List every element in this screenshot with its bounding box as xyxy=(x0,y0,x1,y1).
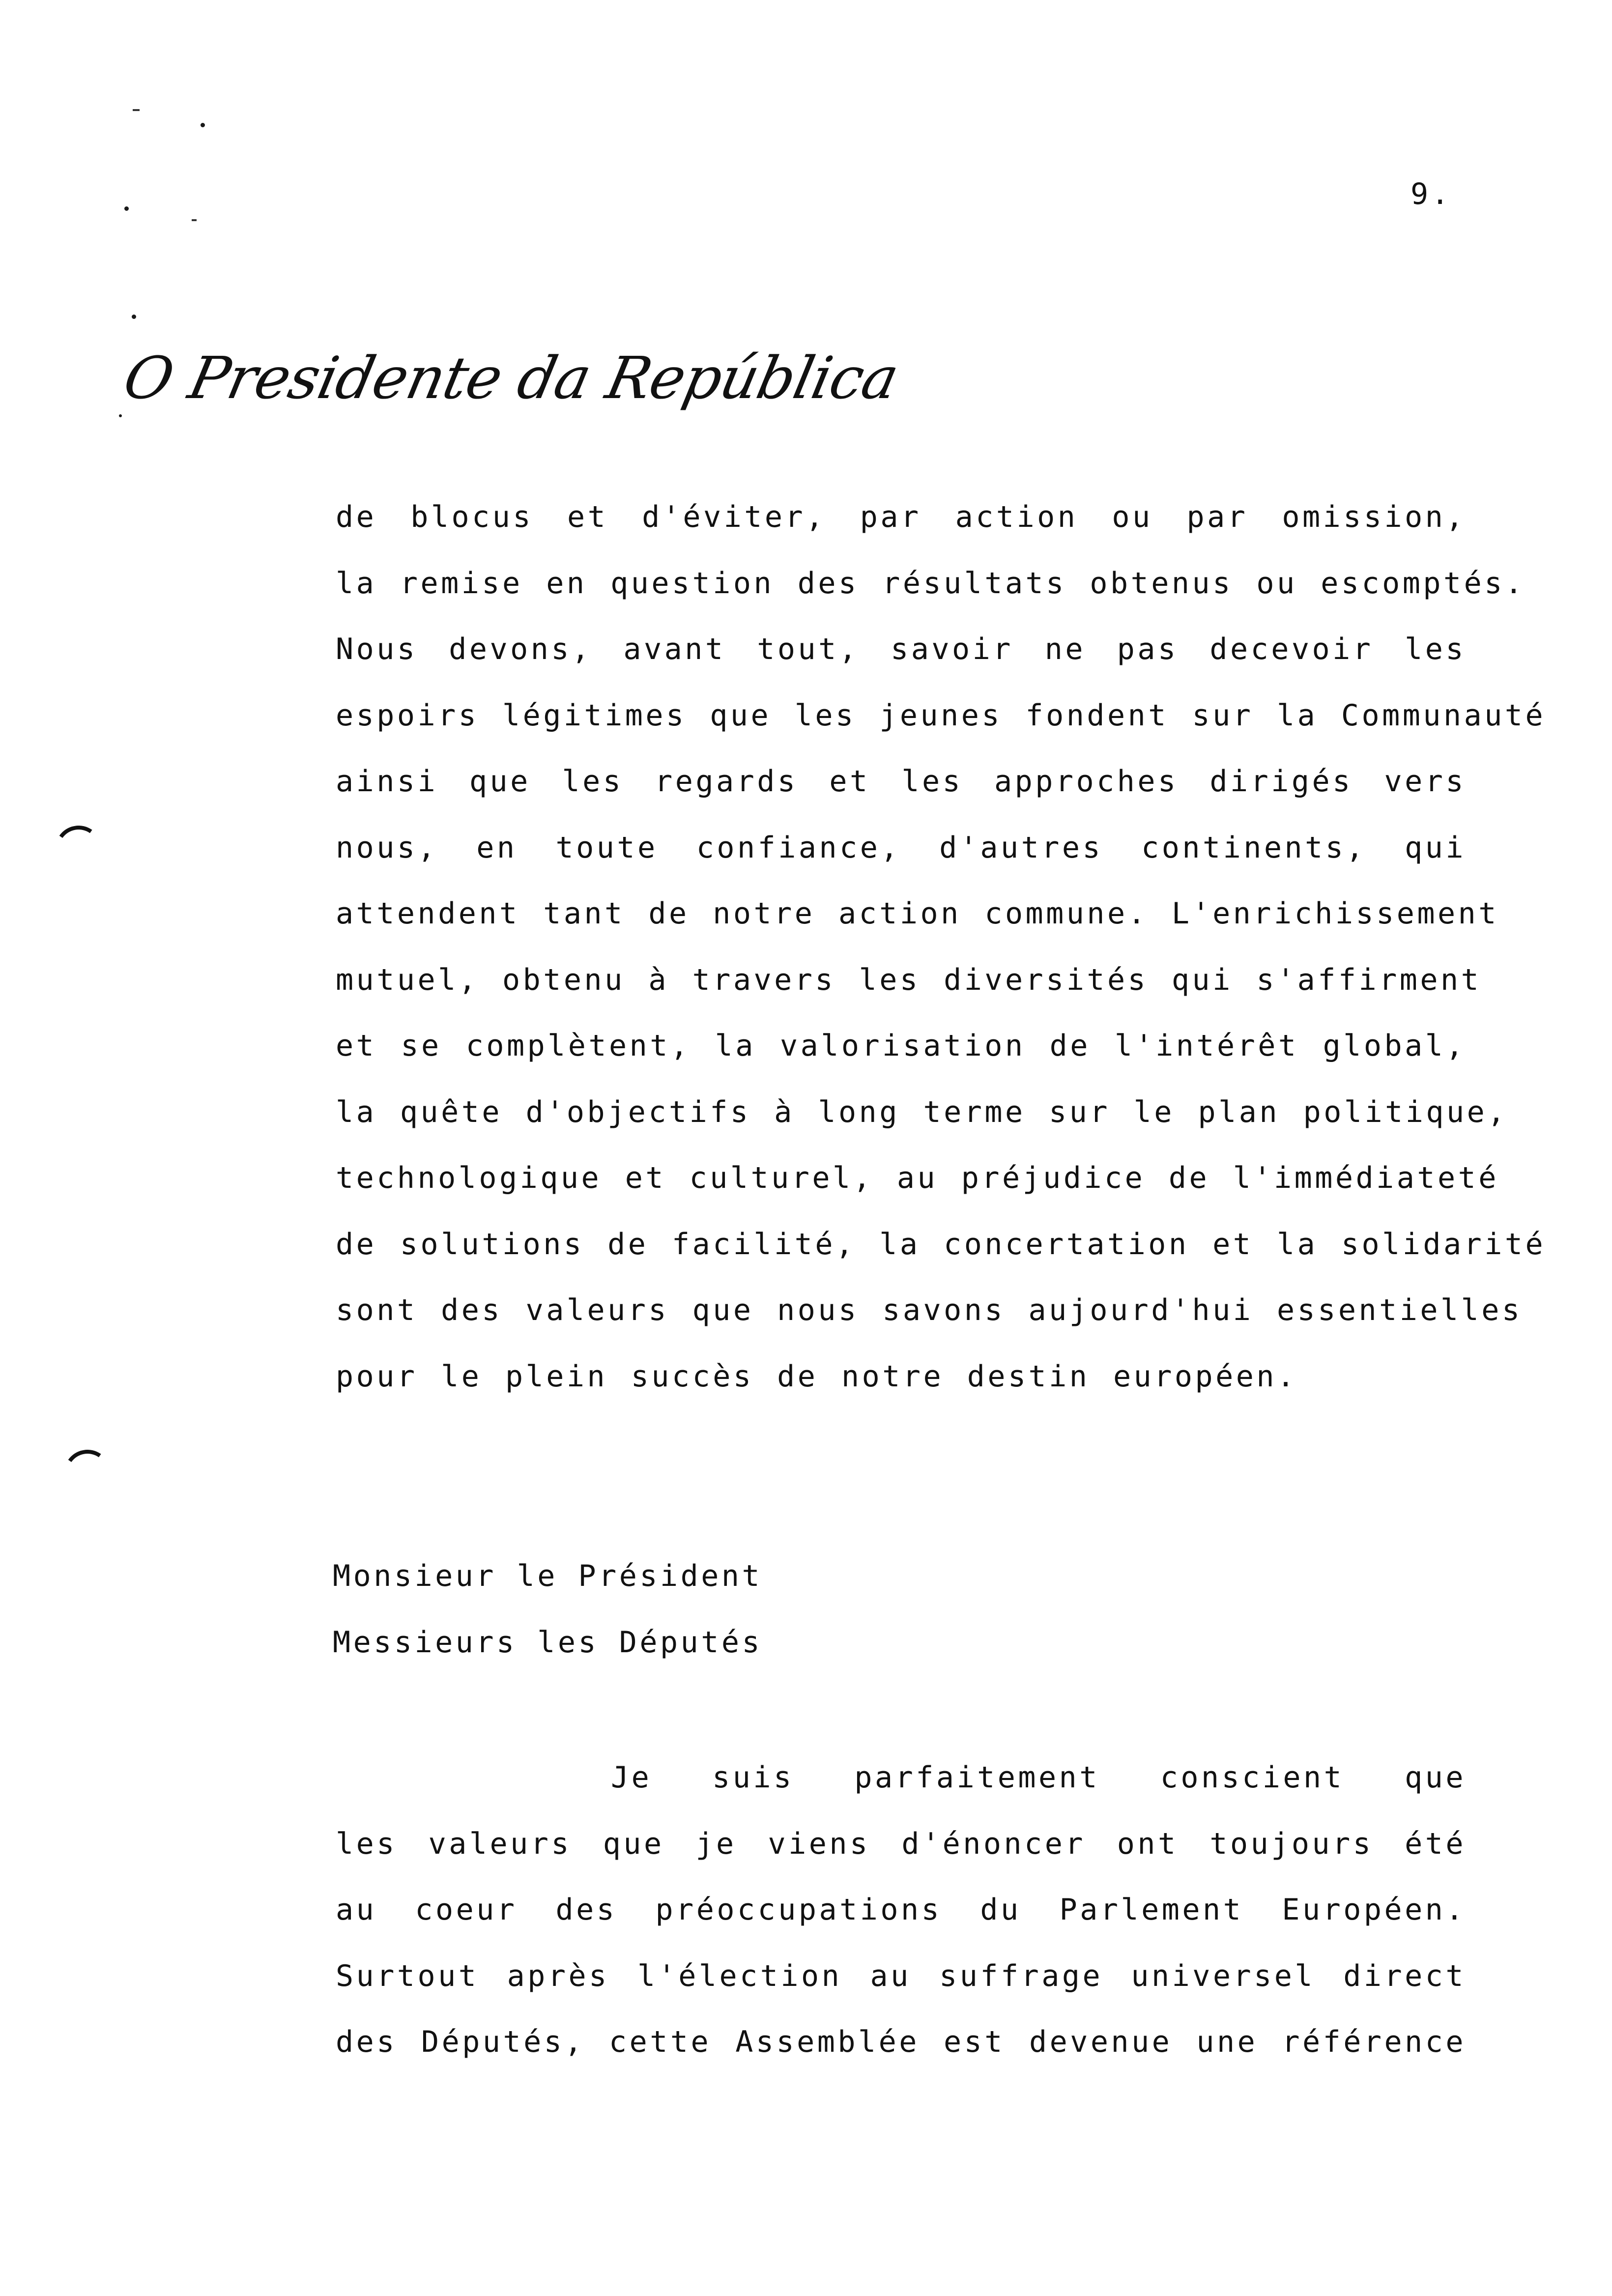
text-line: Surtout après l'élection au suffrage universel direct xyxy=(336,1958,1466,1993)
text-line: mutuel, obtenu à travers les diversités qui s'affirment xyxy=(336,962,1482,997)
text-line: de solutions de facilité, la concertation et la solidarité xyxy=(336,1227,1546,1262)
punch-hole-mark xyxy=(51,822,106,876)
text-line: nous, en toute confiance, d'autres continents, qui xyxy=(336,830,1466,865)
body-paragraph xyxy=(336,1745,1466,2075)
text-line: Nous devons, avant tout, savoir ne pas decevoir les xyxy=(336,632,1466,666)
text-line: Je suis parfaitement conscient que xyxy=(611,1760,1466,1795)
text-line: technologique et culturel, au préjudice de l'immédiateté xyxy=(336,1161,1499,1195)
text-line: sont des valeurs que nous savons aujourd'hui essentielles xyxy=(336,1293,1523,1327)
margin-mark xyxy=(133,109,140,111)
text-line: la remise en question des résultats obtenus ou escomptés. xyxy=(336,566,1526,601)
text-line: pour le plein succès de notre destin européen. xyxy=(336,1359,1297,1394)
page-number: 9. xyxy=(1410,177,1452,211)
text-line: des Députés, cette Assemblée est devenue une référence xyxy=(336,2025,1466,2059)
text-line: espoirs légitimes que les jeunes fondent sur la Communauté xyxy=(336,698,1546,733)
body-paragraph xyxy=(336,484,1546,1409)
margin-mark xyxy=(201,123,205,127)
margin-mark xyxy=(192,219,197,221)
salutation xyxy=(333,1543,762,1675)
salutation-line: Monsieur le Président xyxy=(333,1559,763,1593)
text-line: la quête d'objectifs à long terme sur le plan politique, xyxy=(336,1094,1508,1129)
text-line: de blocus et d'éviter, par action ou par omission, xyxy=(336,500,1466,534)
punch-hole-mark xyxy=(60,1446,115,1500)
text-line: et se complètent, la valorisation de l'intérêt global, xyxy=(336,1029,1466,1063)
margin-mark xyxy=(132,315,136,319)
margin-mark xyxy=(119,414,122,417)
text-line: attendent tant de notre action commune. L'enrichissement xyxy=(336,896,1499,931)
text-line: les valeurs que je viens d'énoncer ont toujours été xyxy=(336,1826,1466,1861)
salutation-line: Messieurs les Députés xyxy=(333,1625,763,1660)
text-line: au coeur des préoccupations du Parlement Européen. xyxy=(336,1893,1466,1927)
text-line: ainsi que les regards et les approches dirigés vers xyxy=(336,764,1466,799)
letterhead: O Presidente da República xyxy=(118,344,904,412)
margin-mark xyxy=(124,206,129,211)
